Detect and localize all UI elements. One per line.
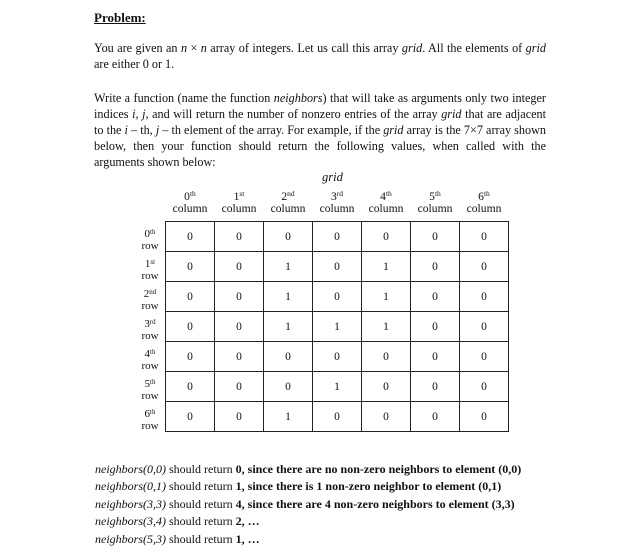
grid-cell: 0	[264, 372, 313, 402]
grid-cell: 0	[215, 342, 264, 372]
table-row	[166, 282, 509, 312]
grid-cell: 0	[460, 312, 509, 342]
row-header: 5th row	[141, 378, 159, 402]
row-header: 4th row	[141, 348, 159, 372]
grid-cell: 0	[215, 312, 264, 342]
grid-cell: 0	[264, 222, 313, 252]
grid-cell: 0	[362, 402, 411, 432]
grid-cell: 0	[411, 252, 460, 282]
grid-cell: 0	[411, 222, 460, 252]
result-line: neighbors(3,4) should return 2, …	[95, 514, 260, 529]
table-row	[166, 402, 509, 432]
grid-cell: 0	[362, 342, 411, 372]
column-header: 4th column	[368, 189, 404, 215]
grid-cell: 0	[313, 222, 362, 252]
grid-cell: 0	[411, 342, 460, 372]
grid-cell: 0	[362, 222, 411, 252]
grid-cell: 0	[215, 372, 264, 402]
table-row	[166, 252, 509, 282]
grid-cell: 1	[362, 252, 411, 282]
grid-cell: 0	[411, 402, 460, 432]
column-header: 3rd column	[319, 189, 355, 215]
grid-cell: 0	[460, 372, 509, 402]
table-row	[166, 222, 509, 252]
result-line: neighbors(0,0) should return 0, since there are no non-zero neighbors to element (0,0)	[95, 462, 522, 476]
grid-cell: 1	[313, 312, 362, 342]
column-header: 1st column	[221, 189, 257, 215]
grid-title: grid	[322, 170, 343, 184]
column-header: 0th column	[172, 189, 208, 215]
grid-cell: 0	[362, 372, 411, 402]
expected-results	[95, 461, 521, 548]
grid-cell: 1	[264, 252, 313, 282]
grid-cell: 0	[460, 282, 509, 312]
problem-heading: Problem:	[94, 10, 146, 25]
result-line: neighbors(0,1) should return 1, since there is 1 non-zero neighbor to element (0,1)	[95, 479, 502, 494]
grid-cell: 0	[411, 282, 460, 312]
grid-cell: 0	[313, 282, 362, 312]
row-header: 3rd row	[141, 318, 159, 342]
grid-cell: 0	[166, 222, 215, 252]
grid-cell: 0	[460, 252, 509, 282]
grid-cell: 0	[411, 372, 460, 402]
grid-cell: 0	[166, 282, 215, 312]
grid-cell: 1	[264, 312, 313, 342]
grid-cell: 0	[313, 402, 362, 432]
row-header: 2nd row	[141, 288, 159, 312]
grid-cell: 0	[460, 342, 509, 372]
grid-cell: 1	[264, 402, 313, 432]
grid-cell: 0	[215, 222, 264, 252]
grid-cell: 0	[166, 342, 215, 372]
grid-cell: 0	[166, 312, 215, 342]
grid-cell: 0	[313, 342, 362, 372]
row-header: 6th row	[141, 408, 159, 432]
grid-cell: 0	[215, 402, 264, 432]
row-header: 1st row	[141, 258, 159, 282]
column-header: 5th column	[417, 189, 453, 215]
grid-cell: 0	[166, 372, 215, 402]
intro-paragraph: You are given an n × n array of integers. Let us call this array grid. All the elements of grid are either 0 or 1.	[94, 41, 546, 71]
grid-cell: 0	[166, 402, 215, 432]
result-line: neighbors(5,3) should return 1, …	[95, 531, 260, 546]
grid-cell: 0	[215, 282, 264, 312]
result-line: neighbors(3,3) should return 4, since there are 4 non-zero neighbors to element (3,3)	[95, 496, 515, 511]
grid-cell: 0	[215, 252, 264, 282]
grid-cell: 1	[313, 372, 362, 402]
table-row	[166, 342, 509, 372]
grid-cell: 0	[264, 342, 313, 372]
column-header: 6th column	[466, 189, 502, 215]
task-paragraph: Write a function (name the function neighbors) that will take as arguments only two integer indices i, j, and will return the number of nonzero entries of the array grid that are adjacent to the i – th, j – th element of the array. For example, if the grid array is the 7×7 array shown below, then your function should return the following values, when called with the arguments shown below:	[94, 91, 547, 169]
grid-table	[165, 221, 509, 432]
grid-cell: 1	[264, 282, 313, 312]
grid-cell: 1	[362, 312, 411, 342]
grid-cell: 0	[411, 312, 460, 342]
row-header: 0th row	[141, 228, 159, 252]
table-row	[166, 372, 509, 402]
grid-cell: 0	[460, 222, 509, 252]
column-header: 2nd column	[270, 189, 306, 215]
grid-cell: 1	[362, 282, 411, 312]
grid-cell: 0	[460, 402, 509, 432]
grid-cell: 0	[313, 252, 362, 282]
table-row	[166, 312, 509, 342]
grid-cell: 0	[166, 252, 215, 282]
